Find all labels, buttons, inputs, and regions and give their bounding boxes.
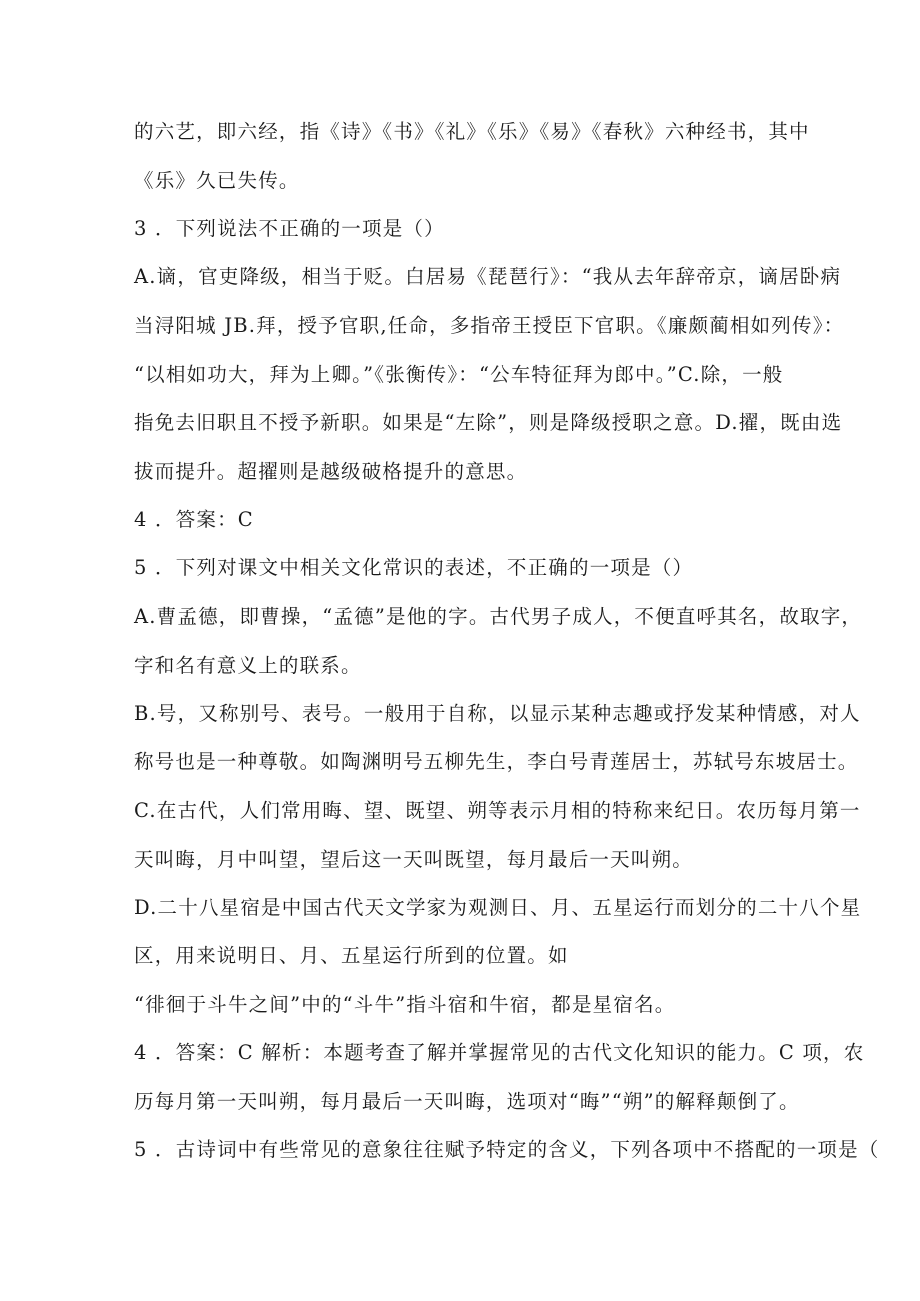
text-line: 称号也是一种尊敬。如陶渊明号五柳先生，李白号青莲居士，苏轼号东坡居士。 [134, 750, 859, 773]
option-c: C.在古代，人们常用晦、望、既望、朔等表示月相的特称来纪日。农历每月第一 [134, 799, 861, 822]
text-line: 天叫晦，月中叫望，望后这一天叫既望，每月最后一天叫朔。 [134, 848, 693, 871]
text-line: 当浔阳城 JB.拜，授予官职,任命，多指帝王授臣下官职。《廉颇蔺相如列传》： [134, 314, 845, 337]
text-line: 字和名有意义上的联系。 [134, 654, 362, 677]
text-line: “徘徊于斗牛之间”中的“斗牛”指斗宿和牛宿，都是星宿名。 [134, 993, 676, 1016]
text-line: 区，用来说明日、月、五星运行所到的位置。如 [134, 944, 569, 967]
text-line: 拔而提升。超擢则是越级破格提升的意思。 [134, 460, 528, 483]
text-line: A.谪，官吏降级，相当于贬。白居易《琵琶行》：“我从去年辞帝京，谪居卧病 [134, 265, 842, 288]
text-line: 历每月第一天叫朔，每月最后一天叫晦，选项对“晦”“朔”的解释颠倒了。 [134, 1090, 800, 1113]
option-a: A.曹孟德，即曹操，“孟德”是他的字。古代男子成人，不便直呼其名，故取字， [134, 605, 863, 628]
answer-4-explanation: 4 ．答案：C 解析：本题考查了解并掌握常见的古代文化知识的能力。C 项，农 [134, 1041, 865, 1064]
text-line: “以相如功大，拜为上卿。”《张衡传》：“公车特征拜为郎中。”C.除，一般 [134, 363, 784, 386]
question-3: 3 ．下列说法不正确的一项是（） [134, 217, 445, 240]
text-line: 《乐》久已失传。 [134, 169, 300, 192]
option-d: D.二十八星宿是中国古代天文学家为观测日、月、五星运行而划分的二十八个星 [134, 896, 862, 919]
question-5-poetry: 5 ．古诗词中有些常见的意象往往赋予特定的含义，下列各项中不搭配的一项是（ [134, 1138, 880, 1161]
text-line: 指免去旧职且不授予新职。如果是“左除”，则是降级授职之意。D.擢，既由选 [134, 411, 843, 434]
option-b: B.号，又称别号、表号。一般用于自称，以显示某种志趣或抒发某种情感，对人 [134, 702, 861, 725]
question-5: 5 ．下列对课文中相关文化常识的表述，不正确的一项是（） [134, 556, 694, 579]
text-line: 的六艺，即六经，指《诗》《书》《礼》《乐》《易》《春秋》六种经书，其中 [134, 120, 810, 143]
answer-4: 4 ．答案：C [134, 508, 254, 531]
